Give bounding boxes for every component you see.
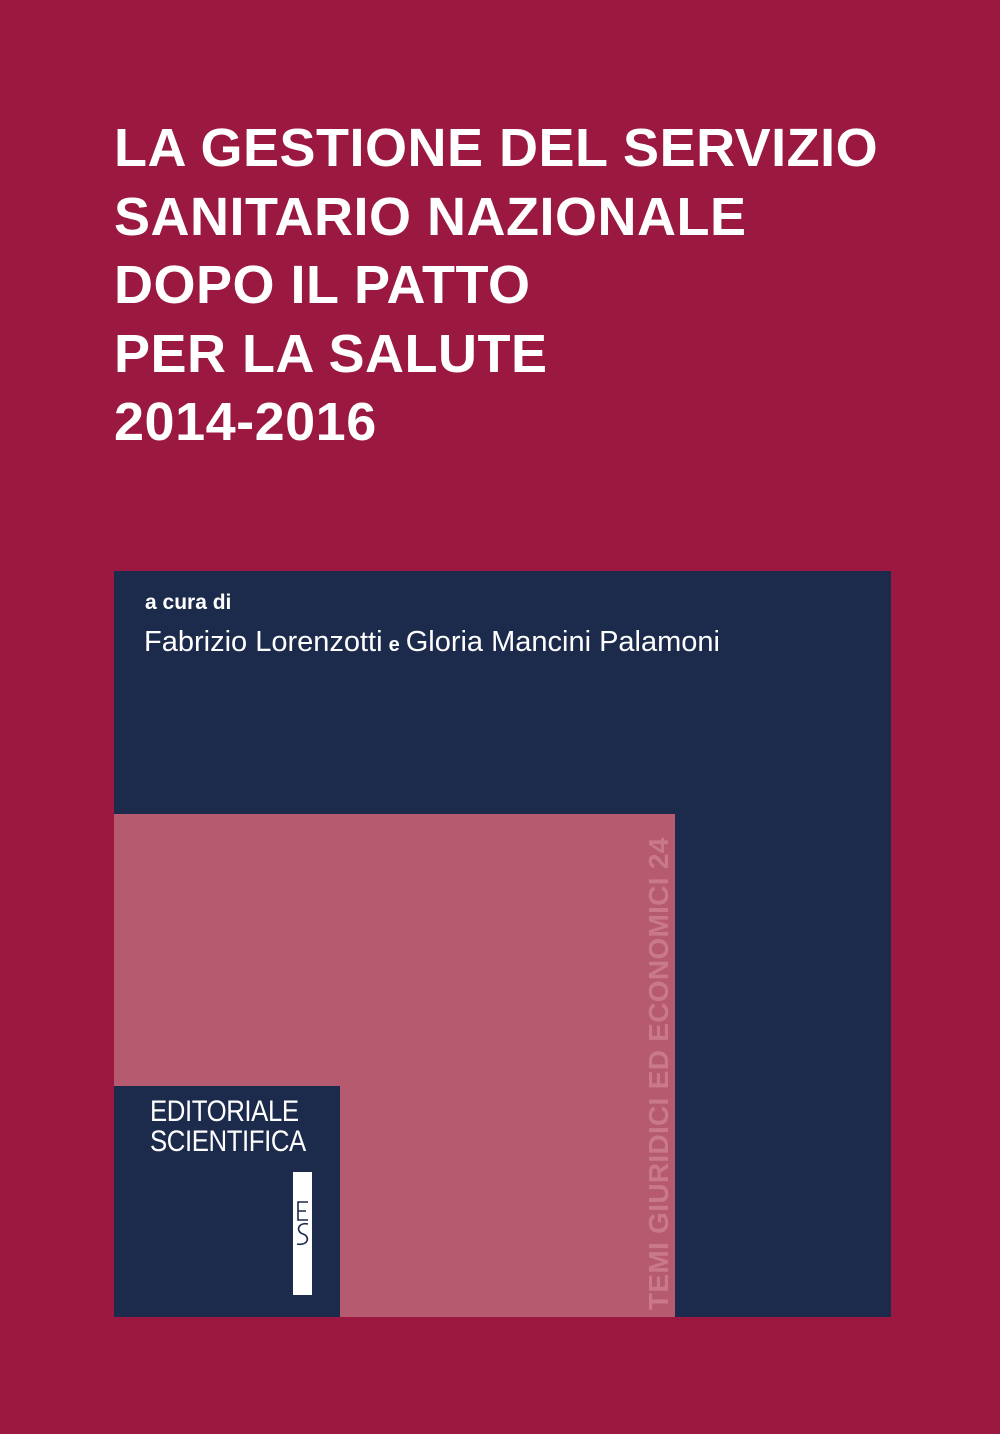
- editors: [144, 622, 720, 665]
- title-line: PER LA SALUTE: [114, 323, 548, 384]
- editor-conjunction: e: [388, 634, 400, 656]
- curated-by-label: a cura di: [145, 591, 232, 614]
- title-line: SANITARIO NAZIONALE: [114, 186, 747, 247]
- publisher-line: EDITORIALE: [150, 1095, 299, 1128]
- editor-name: Gloria Mancini Palamoni: [405, 626, 720, 658]
- book-title: [114, 114, 878, 457]
- title-line: 2014-2016: [114, 392, 377, 452]
- title-line: DOPO IL PATTO: [114, 255, 531, 315]
- es-monogram-icon: [293, 1172, 312, 1295]
- series-label: TEMI GIURIDICI ED ECONOMICI 24: [643, 837, 674, 1310]
- title-line: LA GESTIONE DEL SERVIZIO: [114, 118, 879, 178]
- publisher-name: [150, 1097, 306, 1157]
- publisher-line: SCIENTIFICA: [150, 1125, 306, 1158]
- editor-name: Fabrizio Lorenzotti: [144, 626, 383, 658]
